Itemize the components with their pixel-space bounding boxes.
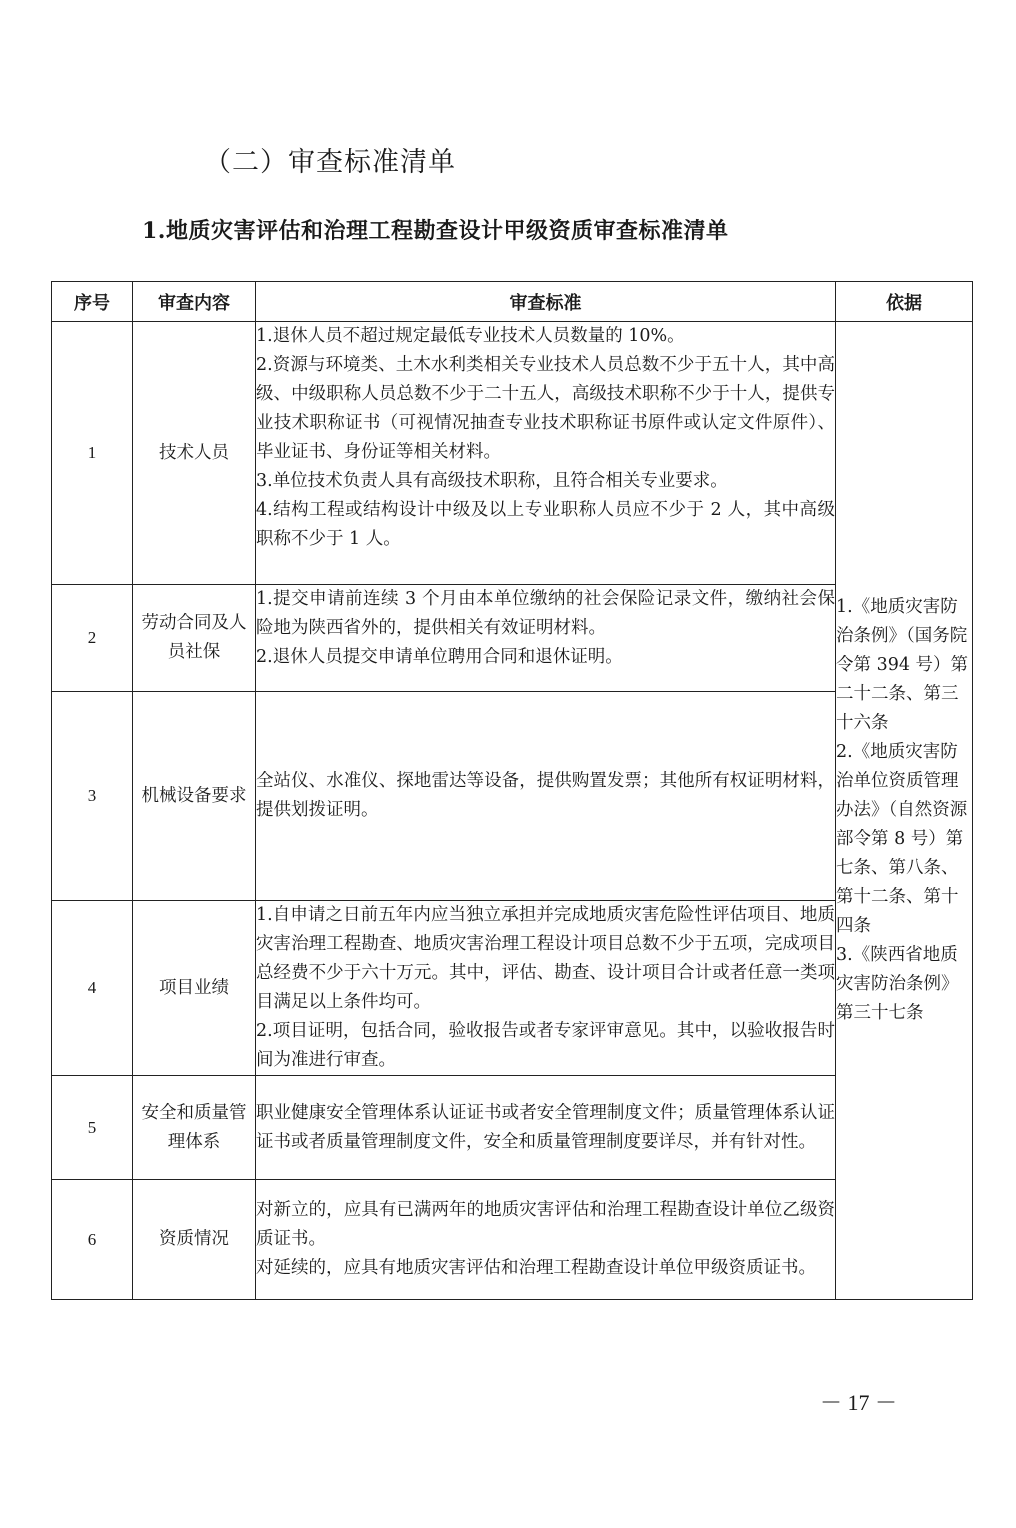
table-row [52,1180,973,1300]
table-row [52,901,973,1076]
standard-line: 1.提交申请前连续 3 个月由本单位缴纳的社会保险记录文件，缴纳社会保险地为陕西省外的，提供相关有效证明材料。 [256,589,835,638]
basis-cell [836,322,973,1300]
review-criteria-table [51,281,973,1300]
standard-line: 1.退休人员不超过规定最低专业技术人员数量的 10%。 [256,326,685,346]
row-number: 3 [52,692,133,901]
basis-line: 3.《陕西省地质灾害防治条例》第三十七条 [836,945,959,1023]
table-row [52,692,973,901]
row-number: 1 [52,322,133,585]
header-basis: 依据 [836,282,973,322]
table-row [52,1076,973,1180]
row-item: 安全和质量管理体系 [133,1076,256,1180]
basis-line: 2.《地质灾害防治单位资质管理办法》（自然资源部令第 8 号）第七条、第八条、第十二条、第十四条 [836,742,968,936]
table-row [52,585,973,692]
header-review-content: 审查内容 [133,282,256,322]
row-standard [256,1076,836,1180]
row-number: 2 [52,585,133,692]
row-number: 6 [52,1180,133,1300]
row-item: 技术人员 [133,322,256,585]
standard-line: 3.单位技术负责人具有高级技术职称，且符合相关专业要求。 [256,471,728,491]
row-item: 机械设备要求 [133,692,256,901]
row-standard [256,901,836,1076]
header-number: 序号 [52,282,133,322]
standard-line: 职业健康安全管理体系认证证书或者安全管理制度文件；质量管理体系认证证书或者质量管理制度文件，安全和质量管理制度要详尽，并有针对性。 [256,1102,835,1152]
standard-line: 2.资源与环境类、土木水利类相关专业技术人员总数不少于五十人，其中高级、中级职称人员总数不少于二十五人，高级技术职称不少于十人，提供专业技术职称证书（可视情况抽查专业技术职称证书原件或认定文件原件）、毕业证书、身份证等相关材料。 [256,355,835,462]
row-number: 4 [52,901,133,1076]
standard-line: 对新立的，应具有已满两年的地质灾害评估和治理工程勘查设计单位乙级资质证书。 [256,1200,835,1249]
standard-line: 对延续的，应具有地质灾害评估和治理工程勘查设计单位甲级资质证书。 [256,1258,816,1278]
standard-line: 1.自申请之日前五年内应当独立承担并完成地质灾害危险性评估项目、地质灾害治理工程勘查、地质灾害治理工程设计项目总数不少于五项，完成项目总经费不少于六十万元。其中，评估、勘查、设计项目合计或者任意一类项目满足以上条件均可。 [256,905,835,1012]
row-number: 5 [52,1076,133,1180]
standard-line: 2.退休人员提交申请单位聘用合同和退休证明。 [256,647,623,667]
standard-line: 4.结构工程或结构设计中级及以上专业职称人员应不少于 2 人，其中高级职称不少于 1 人。 [256,500,835,549]
row-item: 资质情况 [133,1180,256,1300]
page-number: － 17 － [820,1390,898,1415]
row-standard [256,1180,836,1300]
standard-line: 2.项目证明，包括合同，验收报告或者专家评审意见。其中，以验收报告时间为准进行审查。 [256,1021,835,1070]
row-standard [256,585,836,692]
document-title: 1.地质灾害评估和治理工程勘查设计甲级资质审查标准清单 [142,218,729,244]
section-heading: （二）审查标准清单 [204,147,456,178]
basis-line: 1.《地质灾害防治条例》（国务院令第 394 号）第二十二条、第三十六条 [836,597,969,733]
row-item: 劳动合同及人员社保 [133,585,256,692]
row-item: 项目业绩 [133,901,256,1076]
table-header-row [52,282,973,322]
row-standard [256,322,836,585]
standard-line: 全站仪、水准仪、探地雷达等设备，提供购置发票；其他所有权证明材料，提供划拨证明。 [256,771,835,820]
table-row [52,322,973,585]
header-review-standard: 审查标准 [256,282,836,322]
row-standard [256,692,836,901]
